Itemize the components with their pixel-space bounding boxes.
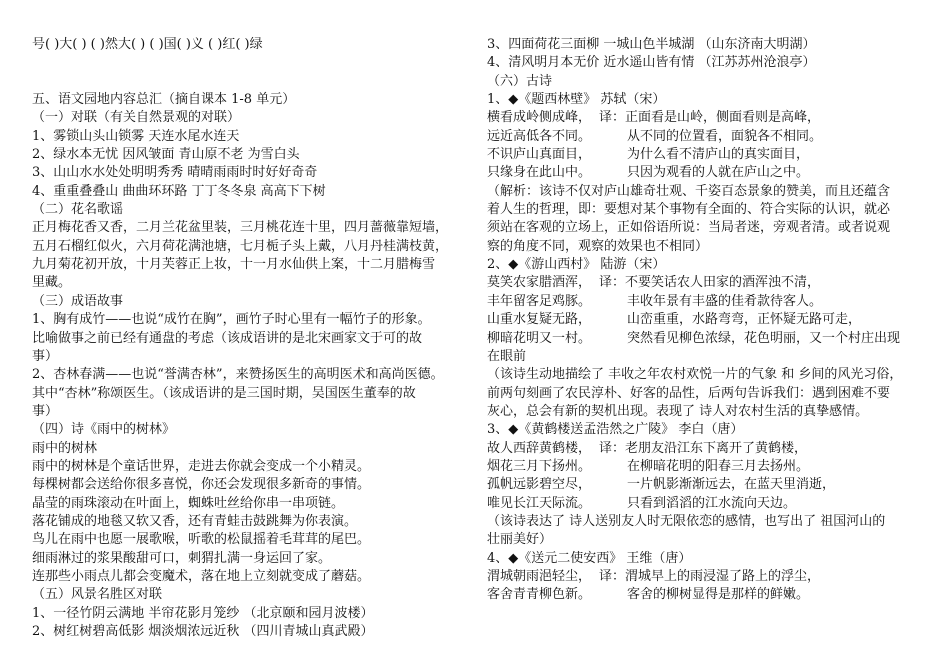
poem-translation: 山峦重重，水路弯弯，正怀疑无路可走，: [627, 312, 862, 328]
poem-translation: 客舍的柳树显得是那样的鲜嫩。: [627, 587, 810, 603]
flower-song-line: 九月菊花初开放，十月芙蓉正上妆，十一月水仙供上案，十二月腊梅雪: [32, 257, 436, 273]
fill-blank-line: 号( )大( ) ( )然大( ) ( )国( )义 ( )红( )绿: [32, 37, 263, 52]
couplet-item: 4、重重叠叠山 曲曲环环路 丁丁冬冬泉 高高下下树: [32, 183, 326, 199]
poem-line-pair: [487, 568, 927, 586]
flower-song-title: （二）花名歌谣: [32, 202, 124, 218]
blank-gap: [32, 54, 472, 91]
poem-translation: 只看到滔滔的江水流向天边。: [627, 495, 797, 511]
scenic-couplets-title: （五）风景名胜区对联: [32, 587, 163, 603]
poem-translation: 译：老朋友沿江东下离开了黄鹤楼，: [599, 440, 808, 456]
couplets-title: （一）对联（有关自然景观的对联）: [32, 110, 241, 126]
poem-translation-continuation: 在眼前: [487, 348, 527, 364]
poem-line-pair: [487, 476, 927, 494]
idiom-line: 其中“杏林”称颂医生。（该成语讲的是三国时期，吴国医生董奉的故: [32, 385, 416, 401]
poem-line-pair: [487, 458, 927, 476]
poem-translation: 译：正面看是山岭，侧面看则是高峰，: [599, 110, 821, 126]
rain-poem-line: 连那些小雨点儿都会变魔术，落在地上立刻就变成了蘑菇。: [32, 568, 371, 584]
poem-note: （该诗生动地描绘了 丰收之年农村欢悦一片的气象 和 乡间的风光习俗，: [487, 367, 903, 383]
poem-verse: 丰年留客足鸡豚。: [487, 293, 592, 309]
poem-note: 着人生的哲理，即：要想对某个事物有全面的、符合实际的认识，就必: [487, 202, 891, 218]
poem-translation: 译：渭城早上的雨浸湿了路上的浮尘，: [599, 568, 821, 584]
poem-translation: 译：不要笑话农人田家的酒浑浊不清，: [599, 275, 821, 291]
idiom-line: 1、胸有成竹——也说“成竹在胸”，画竹子时心里有一幅竹子的形象。: [32, 312, 431, 328]
flower-song-line: 五月石榴红似火，六月荷花满池塘，七月栀子头上戴，八月丹桂满枝黄，: [32, 238, 449, 254]
poem-line-pair: [487, 274, 927, 292]
poem-verse: 渭城朝雨浥轻尘，: [487, 568, 592, 584]
rain-poem-line: 鸟儿在雨中也愿一展歌喉，听歌的松鼠摇着毛茸茸的尾巴。: [32, 532, 371, 548]
ancient-poems-title: （六）古诗: [487, 73, 553, 89]
poem-verse: 唯见长江天际流。: [487, 495, 592, 511]
poem-title: 3、◆《黄鹤楼送孟浩然之广陵》 李白（唐）: [487, 422, 744, 438]
rain-poem-line: 雨中的树林是个童话世界，走进去你就会变成一个小精灵。: [32, 458, 371, 474]
couplet-item: 3、山山水水处处明明秀秀 晴晴雨雨时时好好奇奇: [32, 165, 318, 181]
poem-note: （解析：该诗不仅对庐山雄奇壮观、千姿百态景象的赞美，而且还蕴含: [487, 183, 891, 199]
poem-verse: 烟花三月下扬州。: [487, 458, 592, 474]
rain-poem-line: 晶莹的雨珠滚动在叶面上，蜘蛛吐丝给你串一串项链。: [32, 495, 345, 511]
poem-note: 前两句刻画了农民淳朴、好客的品性，后两句告诉我们：遇到困难不要: [487, 385, 891, 401]
poem-verse: 孤帆远影碧空尽，: [487, 477, 592, 493]
idioms-title: （三）成语故事: [32, 293, 124, 309]
poem-note: 壮丽美好）: [487, 532, 553, 548]
poem-verse: 远近高低各不同。: [487, 128, 592, 144]
rain-poem-section-title: （四）诗《雨中的树林》: [32, 422, 176, 438]
section-five-title: 五、语文园地内容总汇（摘自课本 1-8 单元）: [32, 92, 296, 108]
poem-verse: 横看成岭侧成峰，: [487, 110, 592, 126]
rain-poem-title: 雨中的树林: [32, 440, 98, 456]
poem-line-pair: [487, 586, 927, 604]
poem-verse: 不识庐山真面目，: [487, 147, 592, 163]
poem-line-pair: [487, 330, 927, 348]
poem-note: 察的角度不同，观察的效果也不相同）: [487, 238, 709, 254]
poem-line-pair: [487, 146, 927, 164]
poem-line-pair: [487, 164, 927, 182]
poem-line-pair: [487, 311, 927, 329]
poem-verse: 山重水复疑无路，: [487, 312, 592, 328]
rain-poem-line: 落花铺成的地毯又软又香，还有青蛙击鼓跳舞为你表演。: [32, 513, 358, 529]
poem-line-pair: [487, 293, 927, 311]
idiom-line: 事）: [32, 403, 59, 419]
poem-verse: 客舍青青柳色新。: [487, 587, 592, 603]
poem-line-pair: [487, 128, 927, 146]
couplet-item: 1、雾锁山头山锁雾 天连水尾水连天: [32, 128, 240, 144]
flower-song-line: 正月梅花香又香，二月兰花盆里装，三月桃花连十里，四月蔷薇靠短墙，: [32, 220, 449, 236]
rain-poem-line: 细雨淋过的浆果酸甜可口，刺猬扎满一身运回了家。: [32, 550, 332, 566]
poem-translation: 丰收年景有丰盛的佳肴款待客人。: [627, 293, 823, 309]
poem-line-pair: [487, 495, 927, 513]
rain-poem-line: 每棵树都会送给你很多喜悦，你还会发现很多新奇的事情。: [32, 477, 371, 493]
poem-verse: 莫笑农家腊酒浑，: [487, 275, 592, 291]
scenic-couplet-item: 1、一径竹阴云满地 半帘花影月笼纱 （北京颐和园月波楼）: [32, 605, 374, 621]
scenic-couplet-item: 4、清风明月本无价 近水遥山皆有情 （江苏苏州沧浪亭）: [487, 55, 816, 71]
idiom-line: 事）: [32, 348, 59, 364]
poem-translation: 在柳暗花明的阳春三月去扬州。: [627, 458, 810, 474]
scenic-couplet-item: 2、树红树碧高低影 烟淡烟浓远近秋 （四川青城山真武殿）: [32, 624, 374, 639]
left-column: [32, 36, 472, 641]
poem-note: 灰心，总会有新的契机出现。表现了 诗人对农村生活的真挚感情。: [487, 403, 869, 419]
poem-note: （该诗表达了 诗人送别友人时无限依恋的感情，也写出了 祖国河山的: [487, 513, 886, 529]
poem-line-pair: [487, 440, 927, 458]
flower-song-line: 里藏。: [32, 275, 72, 291]
poem-translation: 为什么看不清庐山的真实面目，: [627, 147, 810, 163]
poem-verse: 故人西辞黄鹤楼，: [487, 440, 592, 456]
poem-title: 2、◆《游山西村》 陆游（宋）: [487, 257, 666, 273]
poem-translation: 突然看见柳色浓绿，花色明丽，又一个村庄出现: [627, 330, 901, 346]
poem-title: 1、◆《题西林壁》 苏轼（宋）: [487, 92, 666, 108]
poem-title: 4、◆《送元二使安西》 王维（唐）: [487, 550, 692, 566]
poem-verse: 柳暗花明又一村。: [487, 330, 592, 346]
scenic-couplet-item: 3、四面荷花三面柳 一城山色半城湖 （山东济南大明湖）: [487, 37, 816, 52]
couplet-item: 2、绿水本无忧 因风皱面 青山原不老 为雪白头: [32, 147, 300, 163]
poem-verse: 只缘身在此山中。: [487, 165, 592, 181]
idiom-line: 2、杏林春满——也说“誉满杏林”，来赞扬医生的高明医术和高尚医德。: [32, 367, 444, 383]
poem-translation: 从不同的位置看，面貌各不相同。: [627, 128, 823, 144]
poem-note: 须站在客观的立场上，正如俗语所说：当局者迷，旁观者清。或者说观: [487, 220, 891, 236]
idiom-line: 比喻做事之前已经有通盘的考虑（该成语讲的是北宋画家文于可的故: [32, 330, 423, 346]
poem-translation: 一片帆影渐渐远去，在蓝天里消逝，: [627, 477, 836, 493]
right-column: [487, 36, 927, 605]
poem-line-pair: [487, 109, 927, 127]
poem-translation: 只因为观看的人就在庐山之中。: [627, 165, 810, 181]
